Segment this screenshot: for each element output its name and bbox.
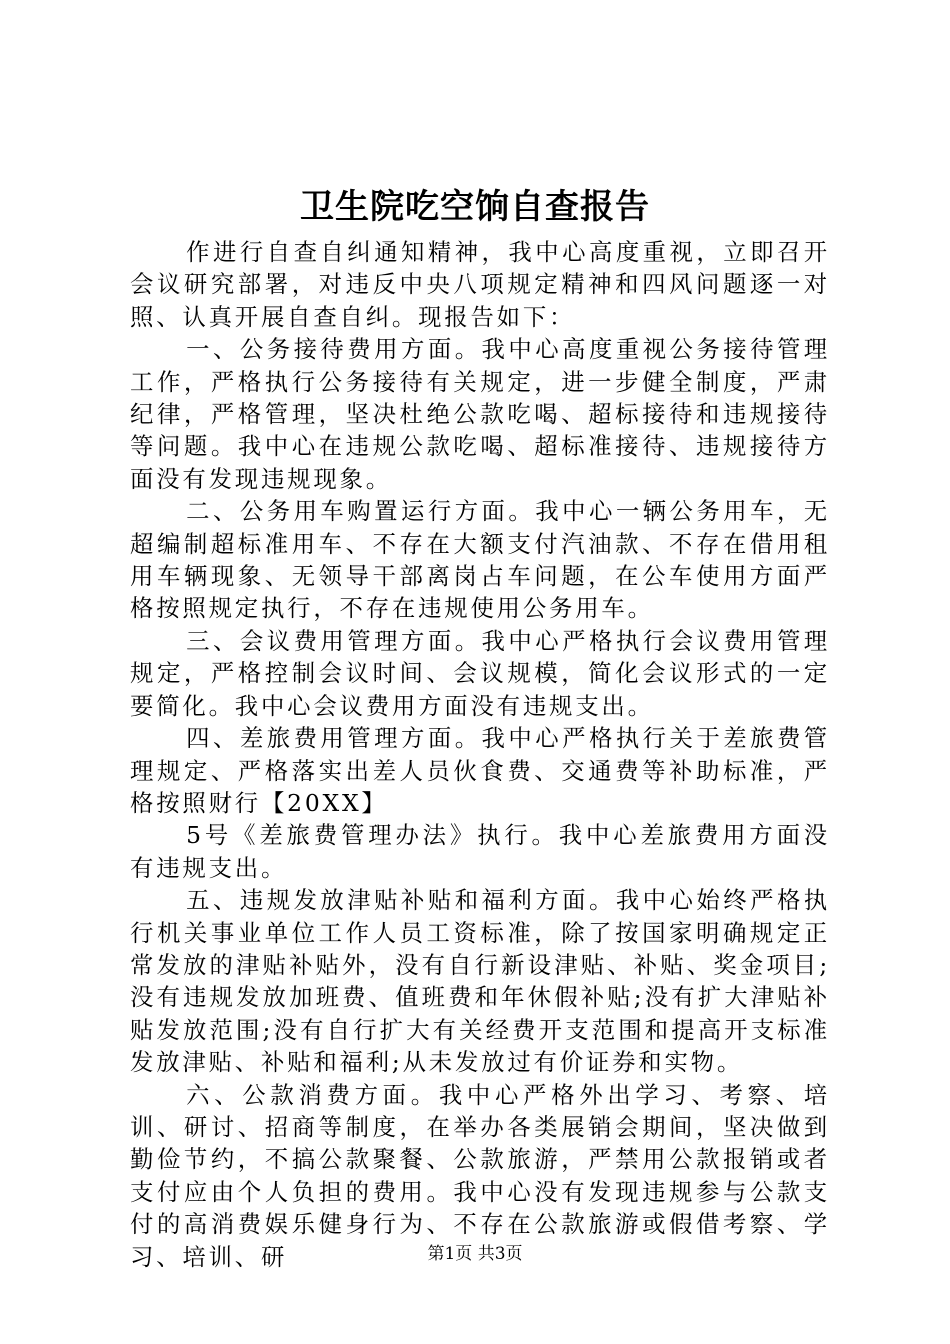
paragraph-travel-costs-cont: 5号《差旅费管理办法》执行。我中心差旅费用方面没有违规支出。	[130, 821, 830, 882]
paragraph-public-spending: 六、公款消费方面。我中心严格外出学习、考察、培训、研讨、招商等制度，在举办各类展销会期间，坚决做到勤俭节约，不搞公款聚餐、公款旅游，严禁用公款报销或者支付应由个人负担的费用。我中心没有发现违规参与公款支付的高消费娱乐健身行为、不存在公款旅游或假借考察、学习、培训、研	[130, 1080, 830, 1271]
paragraph-allowances: 五、违规发放津贴补贴和福利方面。我中心始终严格执行机关事业单位工作人员工资标准，除了按国家明确规定正常发放的津贴补贴外，没有自行新设津贴、补贴、奖金项目;没有违规发放加班费、值班费和年休假补贴;没有扩大津贴补贴发放范围;没有自行扩大有关经费开支范围和提高开支标准发放津贴、补贴和福利;从未发放过有价证券和实物。	[130, 886, 830, 1077]
document-body	[130, 236, 830, 1273]
paragraph-official-vehicles: 二、公务用车购置运行方面。我中心一辆公务用车，无超编制超标准用车、不存在大额支付汽油款、不存在借用租用车辆现象、无领导干部离岗占车问题，在公车使用方面严格按照规定执行，不存在违规使用公务用车。	[130, 497, 830, 623]
page-number: 第1页 共3页	[427, 1244, 523, 1264]
paragraph-reception-costs: 一、公务接待费用方面。我中心高度重视公务接待管理工作，严格执行公务接待有关规定，进一步健全制度，严肃纪律，严格管理，坚决杜绝公款吃喝、超标接待和违规接待等问题。我中心在违规公款吃喝、超标准接待、违规接待方面没有发现违规现象。	[130, 335, 830, 493]
paragraph-intro: 作进行自查自纠通知精神，我中心高度重视，立即召开会议研究部署，对违反中央八项规定精神和四风问题逐一对照、认真开展自查自纠。现报告如下：	[130, 238, 830, 331]
paragraph-meeting-costs: 三、会议费用管理方面。我中心严格执行会议费用管理规定，严格控制会议时间、会议规模，简化会议形式的一定要简化。我中心会议费用方面没有违规支出。	[130, 626, 830, 720]
document-title: 卫生院吃空饷自查报告	[300, 187, 650, 227]
paragraph-travel-costs: 四、差旅费用管理方面。我中心严格执行关于差旅费管理规定、严格落实出差人员伙食费、交通费等补助标准，严格按照财行【20XX】	[130, 724, 830, 817]
